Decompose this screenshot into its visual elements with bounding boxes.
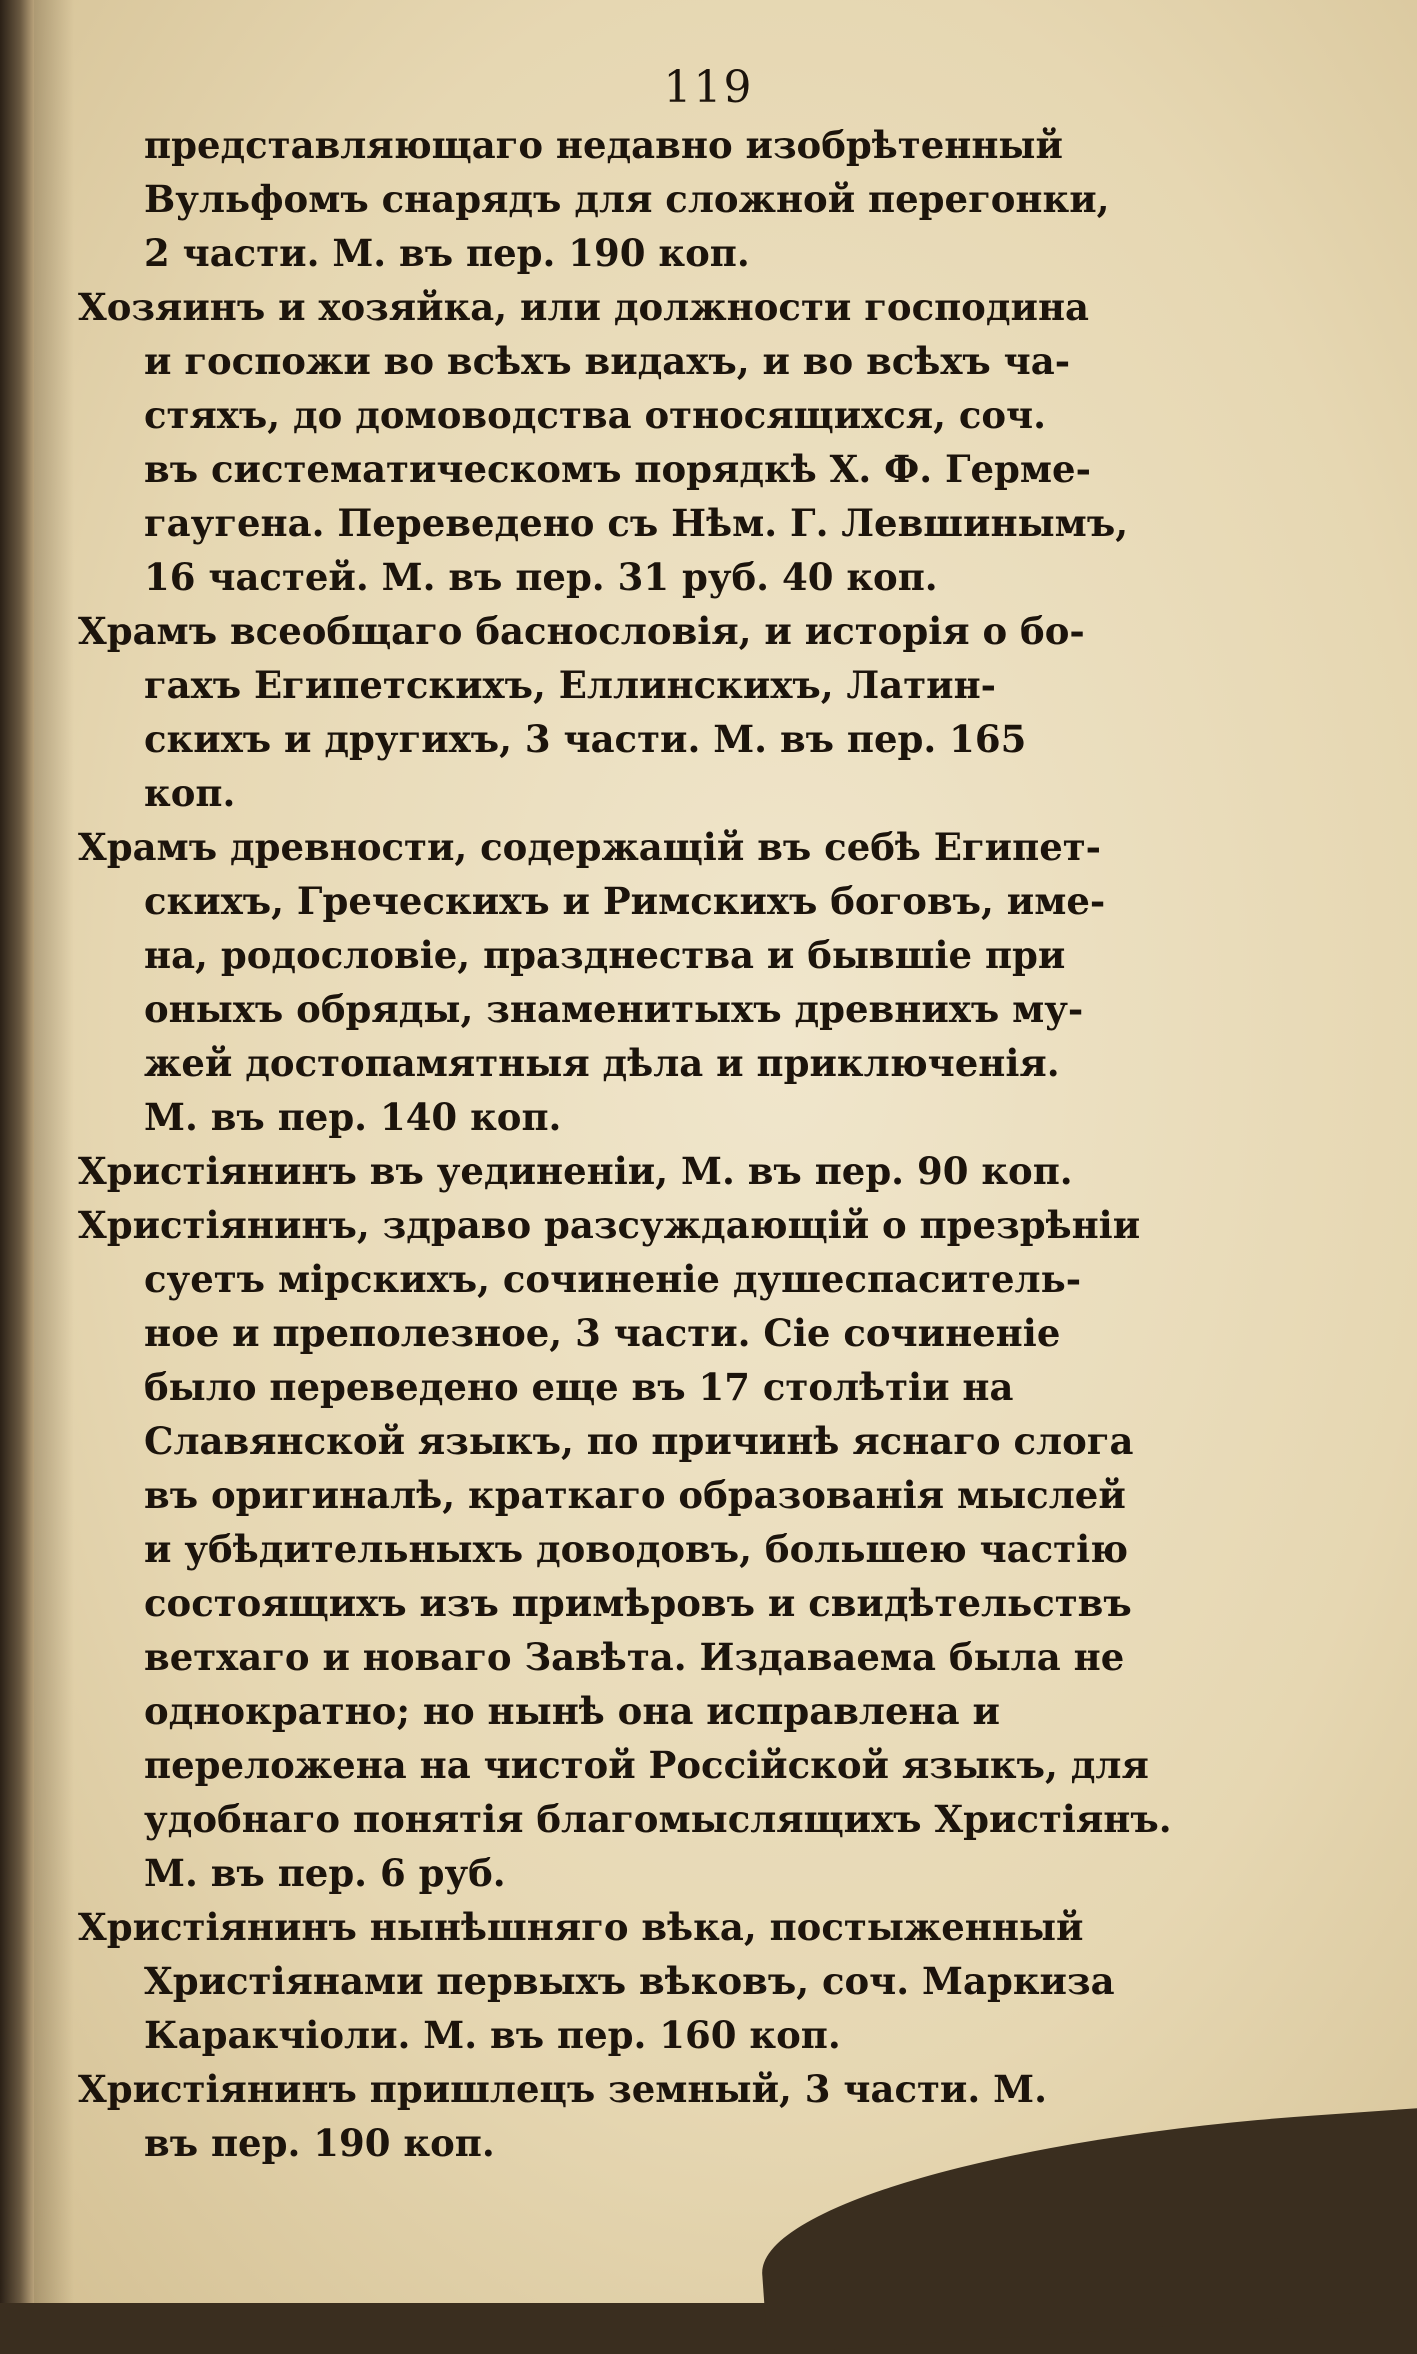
entry-line: оныхъ обряды, знаменитыхъ древнихъ му- (144, 987, 1084, 1031)
catalog-entry (78, 118, 1318, 280)
entry-line: въ пер. 190 коп. (144, 2121, 495, 2165)
entry-line: Вульфомъ снарядъ для сложной перегонки, (144, 177, 1110, 221)
entry-first-line: Христіянинъ нынѣшняго вѣка, постыженный (78, 1905, 1084, 1949)
gutter-shadow (34, 0, 74, 2303)
entry-line: и госпожи во всѣхъ видахъ, и во всѣхъ ча- (144, 339, 1071, 383)
catalog-entry (78, 1900, 1318, 2062)
entry-first-line: Хозяинъ и хозяйка, или должности господина (78, 285, 1090, 329)
catalog-entry (78, 280, 1318, 604)
entry-line: 2 части. М. въ пер. 190 коп. (144, 231, 750, 275)
book-binding (0, 0, 34, 2303)
entry-line: переложена на чистой Россійской языкъ, для (144, 1743, 1149, 1787)
entry-first-line: Христіянинъ пришлецъ земный, 3 части. М. (78, 2067, 1047, 2111)
entry-line: на, родословіе, празднества и бывшіе при (144, 933, 1066, 977)
entry-line: ное и преполезное, 3 части. Сіе сочиненіе (144, 1311, 1061, 1355)
entry-line: Каракчіоли. М. въ пер. 160 коп. (144, 2013, 841, 2057)
entry-first-line: Храмъ древности, содержащій въ себѣ Египет- (78, 825, 1102, 869)
entry-line: Славянской языкъ, по причинѣ яснаго слога (144, 1419, 1134, 1463)
entry-line: суетъ мірскихъ, сочиненіе душеспаситель- (144, 1257, 1082, 1301)
entry-line: ветхаго и новаго Завѣта. Издаваема была не (144, 1635, 1125, 1679)
entry-line: 16 частей. М. въ пер. 31 руб. 40 коп. (144, 555, 938, 599)
page-number: 119 (663, 62, 754, 113)
entry-line: состоящихъ изъ примѣровъ и свидѣтельствъ (144, 1581, 1132, 1625)
entry-line: гаугена. Переведено съ Нѣм. Г. Левшинымъ, (144, 501, 1129, 545)
entry-line: жей достопамятныя дѣла и приключенія. (144, 1041, 1060, 1085)
entry-line: въ систематическомъ порядкѣ Х. Ф. Герме- (144, 447, 1091, 491)
entry-line: было переведено еще въ 17 столѣтіи на (144, 1365, 1014, 1409)
entry-line: М. въ пер. 6 руб. (144, 1851, 506, 1895)
entry-line: М. въ пер. 140 коп. (144, 1095, 562, 1139)
entry-first-line: представляющаго недавно изобрѣтенный (144, 123, 1063, 167)
catalog-entry (78, 820, 1318, 1144)
entry-first-line: Христіянинъ, здраво разсуждающій о презрѣніи (78, 1203, 1141, 1247)
entry-line: удобнаго понятія благомыслящихъ Христіянъ. (144, 1797, 1172, 1841)
entry-line: въ оригиналѣ, краткаго образованія мыслей (144, 1473, 1126, 1517)
entry-line: скихъ, Греческихъ и Римскихъ боговъ, име- (144, 879, 1106, 923)
entry-line: и убѣдительныхъ доводовъ, большею частію (144, 1527, 1129, 1571)
catalog-entry (78, 1198, 1318, 1900)
catalog-entry (78, 604, 1318, 820)
entry-line: однократно; но нынѣ она исправлена и (144, 1689, 1000, 1733)
entry-line: гахъ Египетскихъ, Еллинскихъ, Латин- (144, 663, 997, 707)
catalog-entry (78, 1144, 1318, 1198)
entry-first-line: Христіянинъ въ уединеніи, М. въ пер. 90 коп. (78, 1149, 1073, 1193)
entry-line: стяхъ, до домоводства относящихся, соч. (144, 393, 1047, 437)
entry-line: коп. (144, 771, 236, 815)
entry-line: Христіянами первыхъ вѣковъ, соч. Маркиза (144, 1959, 1115, 2003)
catalog-entries (78, 118, 1318, 2170)
entry-line: скихъ и другихъ, 3 части. М. въ пер. 165 (144, 717, 1027, 761)
entry-first-line: Храмъ всеобщаго баснословія, и исторія о бо- (78, 609, 1085, 653)
